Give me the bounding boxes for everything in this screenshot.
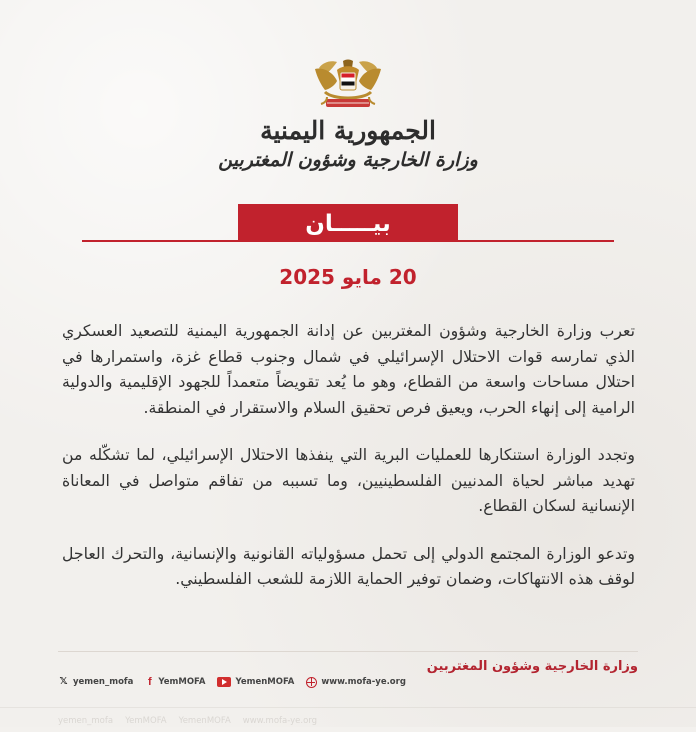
footer-divider <box>58 651 638 652</box>
statement-body <box>62 318 635 614</box>
social-handle-youtube: YemenMOFA <box>235 677 295 687</box>
social-handle-facebook: YemMOFA <box>158 677 206 687</box>
footer-echo-website: www.mofa-ye.org <box>242 716 318 726</box>
ministry-name: وزارة الخارجية وشؤون المغتربين <box>218 149 478 171</box>
youtube-icon <box>217 677 231 687</box>
footer-ministry-name: وزارة الخارجية وشؤون المغتربين <box>426 659 638 674</box>
globe-icon <box>306 677 317 688</box>
social-item-x[interactable] <box>58 677 133 688</box>
footer-echo-youtube: YemenMOFA <box>178 716 231 726</box>
social-links-row <box>58 674 406 690</box>
social-item-facebook[interactable] <box>145 677 205 688</box>
statement-paragraph-3: وتدعو الوزارة المجتمع الدولي إلى تحمل مسؤولياته القانونية والإنسانية، والتحرك العاجل لوقف هذه الانتهاكات، وضمان توفير الحماية اللازمة للشعب الفلسطيني. <box>62 543 635 588</box>
bottom-echo-line <box>0 707 696 708</box>
statement-date: 20 مايو 2025 <box>279 265 417 289</box>
yemen-emblem-icon <box>303 54 393 112</box>
footer-echo-facebook: YemMOFA <box>125 716 167 726</box>
social-link-website: www.mofa-ye.org <box>321 677 406 687</box>
footer-echo <box>58 716 378 732</box>
facebook-icon: f <box>148 675 152 688</box>
social-item-website[interactable] <box>306 677 406 688</box>
country-name: الجمهورية اليمنية <box>260 116 436 145</box>
social-item-youtube[interactable] <box>217 677 294 687</box>
footer-echo-x: yemen_mofa <box>58 716 114 726</box>
statement-paragraph-2: وتجدد الوزارة استنكارها للعمليات البرية التي ينفذها الاحتلال الإسرائيلي، لما تشكّله من تهديد مباشر لحياة المدنيين الفلسطينيين، وما تسببه من تفاقم متواصل في المعاناة الإنسانية لسكان القطاع. <box>62 445 635 515</box>
statement-title: بيـــــان <box>238 204 458 242</box>
statement-paragraph-1: تعرب وزارة الخارجية وشؤون المغتربين عن إدانة الجمهورية اليمنية للتصعيد العسكري الذي تمارسه قوات الاحتلال الإسرائيلي في شمال وجنوب قطاع غزة، واستمرارها في احتلال مساحات واسعة من القطاع، وهو ما يُعد تقويضاً متعمداً للجهود الإقليمية والدولية الرامية إلى إنهاء الحرب، ويعيق فرص تحقيق السلام والاستقرار في المنطقة. <box>62 321 635 417</box>
x-icon: 𝕏 <box>59 676 68 687</box>
social-handle-x: yemen_mofa <box>73 677 134 687</box>
